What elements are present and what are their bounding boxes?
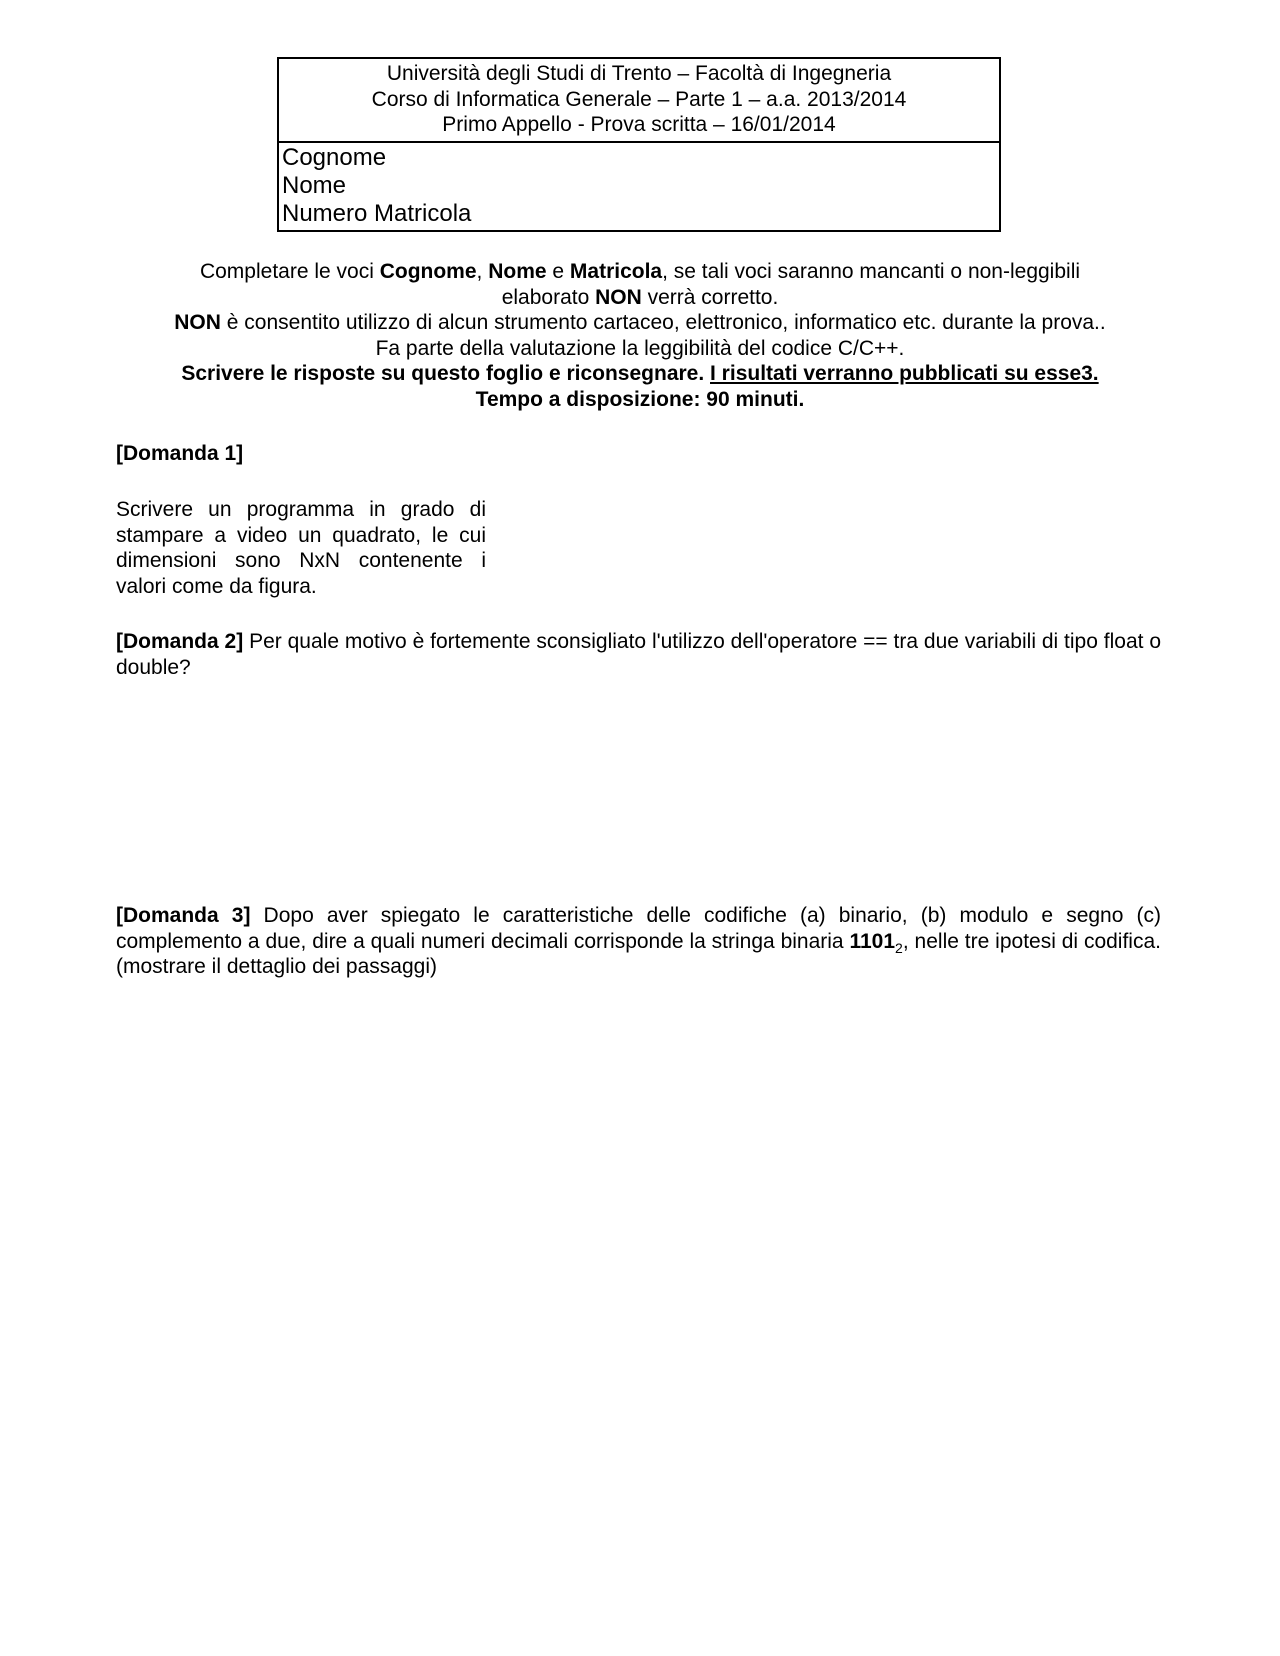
instructions [110,259,1170,412]
field-nome: Nome [282,171,347,199]
field-cognome: Cognome [282,143,387,171]
results-notice: I risultati verranno pubblicati su esse3. [710,362,1099,385]
question-1-text: Scrivere un programma in grado di stampare a video un quadrato, le cui dimensioni sono NxN contenente i valori come da figura. [116,498,486,598]
field-matricola: Numero Matricola [282,199,472,227]
instruction-line-4: Fa parte della valutazione la leggibilità del codice C/C++. [375,336,905,360]
question-3: [Domanda 3] Dopo aver spiegato le caratteristiche delle codifiche (a) binario, (b) modulo e segno (c) complemento a due, dire a quali numeri decimali corrisponde la stringa binaria $1101_2$, nelle tre ipotesi di codifica. (mostrare il dettaglio dei passaggi) [116,904,1161,978]
instruction-line-2: elaborato NON verrà corretto. [501,285,779,309]
instruction-line-1: Completare le voci Cognome, Nome e Matricola, se tali voci saranno mancanti o non-leggibili [199,260,1081,283]
exam-header-title [279,59,999,143]
instruction-line-6: Tempo a disposizione: 90 minuti. [475,387,805,411]
student-fields [279,143,999,230]
binary-base: 2 [895,939,903,956]
university-line: Università degli Studi di Trento – Facoltà di Ingegneria [386,62,892,85]
exam-header-box [277,57,1001,232]
course-line: Corso di Informatica Generale – Parte 1 – a.a. 2013/2014 [371,87,907,111]
instruction-line-5: Scrivere le risposte su questo foglio e riconsegnare. I risultati verranno pubblicati su esse3. [181,362,1099,385]
instruction-line-3: NON è consentito utilizzo di alcun strumento cartaceo, elettronico, informatico etc. durante la prova.. [174,311,1106,334]
question-1-title: [Domanda 1] [116,442,244,465]
binary-string: 1101 [849,929,896,953]
exam-date-line: Primo Appello - Prova scritta – 16/01/2014 [442,113,836,136]
question-2: [Domanda 2] Per quale motivo è fortemente sconsigliato l'utilizzo dell'operatore == tra due variabili di tipo float o double? [116,630,1162,679]
